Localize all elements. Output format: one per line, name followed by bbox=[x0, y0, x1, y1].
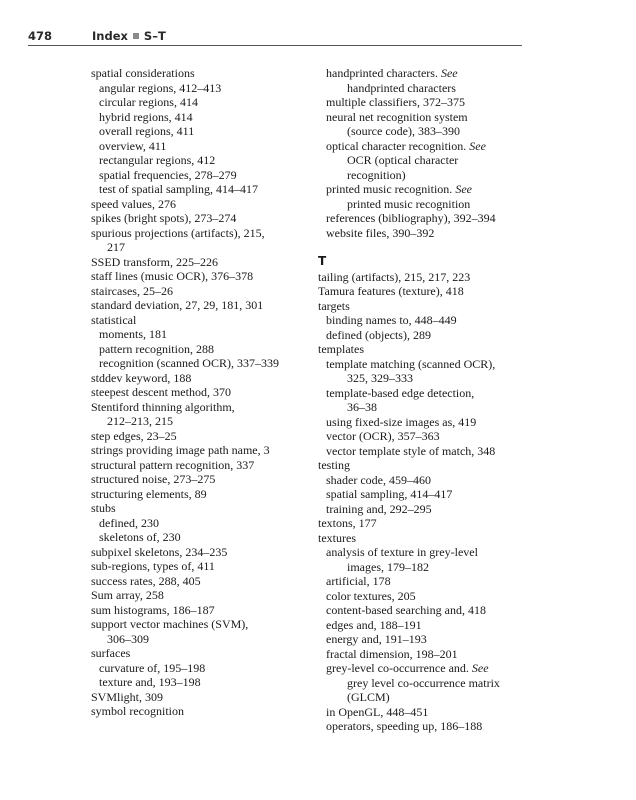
index-entry: templates bbox=[318, 342, 364, 356]
section-title bbox=[92, 29, 166, 43]
square-bullet-icon bbox=[133, 33, 139, 39]
index-subentry: circular regions, 414 bbox=[99, 95, 198, 109]
index-entry: Tamura features (texture), 418 bbox=[318, 284, 464, 298]
index-subentry: training and, 292–295 bbox=[326, 501, 432, 516]
index-subentry: color textures, 205 bbox=[326, 588, 416, 603]
index-entry: symbol recognition bbox=[91, 704, 184, 718]
index-subentry-continuation: handprinted characters bbox=[347, 80, 456, 95]
index-entry: textures bbox=[318, 530, 356, 545]
index-subentry: grey-level co-occurrence and. See bbox=[326, 661, 489, 675]
index-entry: staircases, 25–26 bbox=[91, 283, 173, 298]
index-entry: textons, 177 bbox=[318, 516, 377, 530]
index-subentry: handprinted characters. See bbox=[326, 66, 458, 80]
index-entry: testing bbox=[318, 458, 350, 472]
index-subentry: neural net recognition system bbox=[326, 109, 468, 124]
index-subentry-continuation: 36–38 bbox=[347, 400, 377, 414]
index-entry: strings providing image path name, 3 bbox=[91, 443, 270, 457]
index-entry: spatial considerations bbox=[91, 66, 195, 80]
index-subentry: overall regions, 411 bbox=[99, 124, 195, 138]
index-entry: step edges, 23–25 bbox=[91, 428, 177, 443]
index-entry: tailing (artifacts), 215, 217, 223 bbox=[318, 269, 471, 284]
index-subentry: moments, 181 bbox=[99, 327, 167, 341]
index-subentry-continuation: (source code), 383–390 bbox=[347, 124, 460, 138]
index-entry: statistical bbox=[91, 312, 137, 327]
index-subentry: skeletons of, 230 bbox=[99, 530, 181, 544]
index-entry: standard deviation, 27, 29, 181, 301 bbox=[91, 298, 264, 312]
index-subentry-continuation: printed music recognition bbox=[347, 196, 471, 211]
index-subentry: test of spatial sampling, 414–417 bbox=[99, 182, 258, 196]
header-rule bbox=[28, 45, 522, 46]
index-entry: structured noise, 273–275 bbox=[91, 472, 216, 486]
index-subentry: printed music recognition. See bbox=[326, 182, 472, 196]
index-entry: steepest descent method, 370 bbox=[91, 385, 231, 399]
index-subentry: edges and, 188–191 bbox=[326, 617, 422, 632]
index-subentry: analysis of texture in grey-level bbox=[326, 545, 478, 559]
index-subentry: artificial, 178 bbox=[326, 574, 391, 588]
index-column-right bbox=[318, 66, 532, 734]
index-subentry-continuation: 325, 329–333 bbox=[347, 371, 413, 385]
index-entry: SSED transform, 225–226 bbox=[91, 254, 218, 269]
index-subentry: spatial frequencies, 278–279 bbox=[99, 167, 237, 182]
index-subentry: template matching (scanned OCR), bbox=[326, 356, 496, 371]
letter-heading: T bbox=[318, 254, 327, 268]
index-subentry: operators, speeding up, 186–188 bbox=[326, 719, 483, 733]
index-subentry: energy and, 191–193 bbox=[326, 632, 427, 646]
index-subentry-continuation: grey level co-occurrence matrix bbox=[347, 675, 500, 690]
section-range: S–T bbox=[143, 29, 166, 43]
section-name: Index bbox=[92, 29, 128, 43]
index-subentry: rectangular regions, 412 bbox=[99, 153, 216, 167]
index-subentry: vector template style of match, 348 bbox=[326, 443, 496, 458]
index-entry: subpixel skeletons, 234–235 bbox=[91, 544, 228, 559]
index-subentry: binding names to, 448–449 bbox=[326, 313, 457, 327]
index-entry: stddev keyword, 188 bbox=[91, 370, 192, 385]
index-entry: spurious projections (artifacts), 215, bbox=[91, 225, 265, 240]
index-subentry-continuation: images, 179–182 bbox=[347, 559, 429, 574]
index-subentry: defined, 230 bbox=[99, 515, 159, 530]
index-entry: spikes (bright spots), 273–274 bbox=[91, 211, 237, 225]
index-subentry: vector (OCR), 357–363 bbox=[326, 429, 440, 443]
index-entry: sum histograms, 186–187 bbox=[91, 602, 215, 617]
index-subentry: content-based searching and, 418 bbox=[326, 603, 486, 617]
index-subentry: fractal dimension, 198–201 bbox=[326, 646, 458, 661]
index-entry: stubs bbox=[91, 501, 116, 515]
index-entry: speed values, 276 bbox=[91, 196, 176, 211]
running-header bbox=[28, 29, 520, 45]
index-entry: targets bbox=[318, 298, 350, 313]
index-subentry: optical character recognition. See bbox=[326, 138, 486, 153]
index-subentry: spatial sampling, 414–417 bbox=[326, 487, 453, 501]
index-entry: sub-regions, types of, 411 bbox=[91, 559, 215, 573]
index-subentry-continuation: (GLCM) bbox=[347, 690, 390, 704]
index-subentry: overview, 411 bbox=[99, 138, 167, 153]
index-entry: Sum array, 258 bbox=[91, 588, 164, 602]
index-subentry: pattern recognition, 288 bbox=[99, 341, 214, 356]
index-subentry-continuation: recognition) bbox=[347, 167, 406, 182]
index-column-left bbox=[91, 66, 305, 719]
index-entry: SVMlight, 309 bbox=[91, 689, 164, 704]
index-entry: structuring elements, 89 bbox=[91, 486, 207, 501]
index-subentry: defined (objects), 289 bbox=[326, 327, 431, 342]
index-entry: support vector machines (SVM), bbox=[91, 617, 249, 631]
index-subentry: template-based edge detection, bbox=[326, 385, 475, 400]
index-entry-continuation: 306–309 bbox=[107, 631, 149, 646]
index-entry-continuation: 212–213, 215 bbox=[107, 414, 173, 428]
index-subentry: website files, 390–392 bbox=[326, 225, 435, 240]
index-entry: surfaces bbox=[91, 646, 131, 660]
index-subentry: shader code, 459–460 bbox=[326, 472, 431, 487]
index-subentry: using fixed-size images as, 419 bbox=[326, 414, 477, 429]
index-subentry: recognition (scanned OCR), 337–339 bbox=[99, 356, 279, 370]
index-entry-continuation: 217 bbox=[107, 240, 125, 254]
index-subentry: curvature of, 195–198 bbox=[99, 660, 206, 675]
index-entry: Stentiford thinning algorithm, bbox=[91, 399, 235, 414]
index-entry: success rates, 288, 405 bbox=[91, 573, 201, 588]
page-number: 478 bbox=[28, 29, 53, 43]
index-subentry: multiple classifiers, 372–375 bbox=[326, 95, 465, 109]
index-entry: staff lines (music OCR), 376–378 bbox=[91, 269, 254, 283]
index-subentry: in OpenGL, 448–451 bbox=[326, 704, 429, 719]
index-subentry: texture and, 193–198 bbox=[99, 675, 201, 689]
index-subentry: hybrid regions, 414 bbox=[99, 109, 193, 124]
index-subentry: references (bibliography), 392–394 bbox=[326, 211, 496, 225]
index-subentry-continuation: OCR (optical character bbox=[347, 153, 459, 167]
index-subentry: angular regions, 412–413 bbox=[99, 80, 222, 95]
index-entry: structural pattern recognition, 337 bbox=[91, 457, 255, 472]
